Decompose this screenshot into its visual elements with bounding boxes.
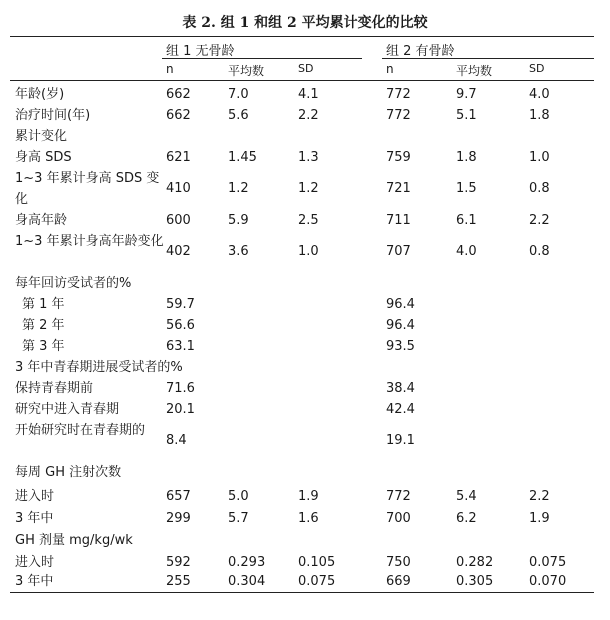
table-top-rule xyxy=(10,36,594,37)
cell: 0.293 xyxy=(228,555,266,570)
cell: 93.5 xyxy=(386,339,415,354)
cell: 0.304 xyxy=(228,574,266,589)
cell: 8.4 xyxy=(166,433,187,448)
row-label: 第 1 年 xyxy=(22,297,65,312)
cell: 71.6 xyxy=(166,381,195,396)
cell: 592 xyxy=(166,555,191,570)
cell: 4.0 xyxy=(529,87,550,102)
row-label: 身高年龄 xyxy=(15,213,68,228)
table-row-section-cumulative xyxy=(0,126,610,147)
cell: 0.282 xyxy=(456,555,494,570)
cell: 2.2 xyxy=(298,108,319,123)
row-label: 1~3 年累计身高 SDS 变化 xyxy=(15,171,160,207)
cell: 0.070 xyxy=(529,574,567,589)
cell: 621 xyxy=(166,150,191,165)
column-header-n-1: n xyxy=(166,62,174,76)
row-label: 3 年中 xyxy=(15,574,54,589)
table-row-prepubertal xyxy=(0,378,610,399)
cell: 402 xyxy=(166,244,191,259)
table-row-year-1 xyxy=(0,294,610,315)
cell: 772 xyxy=(386,108,411,123)
section-label: 3 年中青春期进展受试者的% xyxy=(15,360,183,375)
group-2-header: 组 2 有骨龄 xyxy=(386,44,455,59)
cell: 5.6 xyxy=(228,108,249,123)
column-header-rule xyxy=(10,80,594,81)
cell: 750 xyxy=(386,555,411,570)
section-label: GH 剂量 mg/kg/wk xyxy=(15,533,133,548)
cell: 0.8 xyxy=(529,244,550,259)
cell: 63.1 xyxy=(166,339,195,354)
cell: 5.9 xyxy=(228,213,249,228)
section-label: 每年回访受试者的% xyxy=(15,276,132,291)
group-2-rule xyxy=(382,58,594,59)
cell: 1.0 xyxy=(529,150,550,165)
row-label: 身高 SDS xyxy=(15,150,72,165)
cell: 0.305 xyxy=(456,574,494,589)
row-label: 3 年中 xyxy=(15,511,54,526)
cell: 38.4 xyxy=(386,381,415,396)
cell: 1.8 xyxy=(456,150,477,165)
cell: 669 xyxy=(386,574,411,589)
cell: 1.2 xyxy=(298,181,319,196)
cell: 707 xyxy=(386,244,411,259)
table-row-section-puberty xyxy=(0,357,610,378)
section-label: 每周 GH 注射次数 xyxy=(15,465,122,480)
cell: 772 xyxy=(386,489,411,504)
row-label: 年龄(岁) xyxy=(15,87,65,102)
table-title: 表 2. 组 1 和组 2 平均累计变化的比较 xyxy=(182,15,428,31)
table-row-dose-3yr xyxy=(0,571,610,592)
row-label: 保持青春期前 xyxy=(15,381,94,396)
row-label: 1~3 年累计身高年龄变化 xyxy=(15,234,164,249)
group-1-rule xyxy=(162,58,362,59)
table-row-year-3 xyxy=(0,336,610,357)
row-label: 第 2 年 xyxy=(22,318,65,333)
table-row-age xyxy=(0,84,610,105)
cell: 0.075 xyxy=(529,555,567,570)
cell: 6.2 xyxy=(456,511,477,526)
cell: 1.9 xyxy=(298,489,319,504)
cell: 5.1 xyxy=(456,108,477,123)
cell: 1.8 xyxy=(529,108,550,123)
table-row-height-sds-change xyxy=(0,168,610,210)
cell: 1.5 xyxy=(456,181,477,196)
cell: 1.3 xyxy=(298,150,319,165)
cell: 20.1 xyxy=(166,402,195,417)
table-row-section-visits xyxy=(0,273,610,294)
section-label: 累计变化 xyxy=(15,129,68,144)
cell: 662 xyxy=(166,87,191,102)
row-label: 治疗时间(年) xyxy=(15,108,91,123)
row-label: 第 3 年 xyxy=(22,339,65,354)
cell: 700 xyxy=(386,511,411,526)
cell: 4.1 xyxy=(298,87,319,102)
column-header-mean-2: 平均数 xyxy=(456,64,493,78)
table-bottom-rule xyxy=(10,592,594,593)
cell: 7.0 xyxy=(228,87,249,102)
table-row-pubertal-at-start xyxy=(0,420,610,462)
column-header-sd-1: SD xyxy=(298,62,314,75)
table-row-injections-entry xyxy=(0,486,610,507)
cell: 1.45 xyxy=(228,150,257,165)
cell: 42.4 xyxy=(386,402,415,417)
cell: 0.075 xyxy=(298,574,336,589)
cell: 5.4 xyxy=(456,489,477,504)
table-row-section-dose xyxy=(0,530,610,551)
column-header-sd-2: SD xyxy=(529,62,545,75)
row-label: 进入时 xyxy=(15,489,55,504)
cell: 600 xyxy=(166,213,191,228)
cell: 0.105 xyxy=(298,555,336,570)
cell: 6.1 xyxy=(456,213,477,228)
cell: 410 xyxy=(166,181,191,196)
table-row-entered-puberty xyxy=(0,399,610,420)
cell: 299 xyxy=(166,511,191,526)
row-label: 进入时 xyxy=(15,555,55,570)
table-row-injections-3yr xyxy=(0,508,610,529)
table-row-height-age-change xyxy=(0,231,610,273)
cell: 19.1 xyxy=(386,433,415,448)
cell: 3.6 xyxy=(228,244,249,259)
cell: 2.2 xyxy=(529,213,550,228)
cell: 711 xyxy=(386,213,411,228)
cell: 96.4 xyxy=(386,297,415,312)
cell: 721 xyxy=(386,181,411,196)
table-row-height-age xyxy=(0,210,610,231)
row-label: 研究中进入青春期 xyxy=(15,402,120,417)
cell: 1.6 xyxy=(298,511,319,526)
cell: 4.0 xyxy=(456,244,477,259)
row-label: 开始研究时在青春期的 xyxy=(15,423,146,438)
cell: 2.2 xyxy=(529,489,550,504)
cell: 9.7 xyxy=(456,87,477,102)
cell: 772 xyxy=(386,87,411,102)
table-row-dose-entry xyxy=(0,552,610,573)
column-header-mean-1: 平均数 xyxy=(228,64,265,78)
cell: 1.0 xyxy=(298,244,319,259)
table-row-year-2 xyxy=(0,315,610,336)
cell: 1.9 xyxy=(529,511,550,526)
cell: 56.6 xyxy=(166,318,195,333)
table-row-treatment-time xyxy=(0,105,610,126)
cell: 5.7 xyxy=(228,511,249,526)
cell: 5.0 xyxy=(228,489,249,504)
cell: 2.5 xyxy=(298,213,319,228)
cell: 662 xyxy=(166,108,191,123)
cell: 59.7 xyxy=(166,297,195,312)
table-row-height-sds xyxy=(0,147,610,168)
column-header-n-2: n xyxy=(386,62,394,76)
cell: 0.8 xyxy=(529,181,550,196)
table-row-section-injections xyxy=(0,462,610,483)
cell: 657 xyxy=(166,489,191,504)
cell: 96.4 xyxy=(386,318,415,333)
cell: 255 xyxy=(166,574,191,589)
cell: 1.2 xyxy=(228,181,249,196)
cell: 759 xyxy=(386,150,411,165)
group-1-header: 组 1 无骨龄 xyxy=(166,44,235,59)
